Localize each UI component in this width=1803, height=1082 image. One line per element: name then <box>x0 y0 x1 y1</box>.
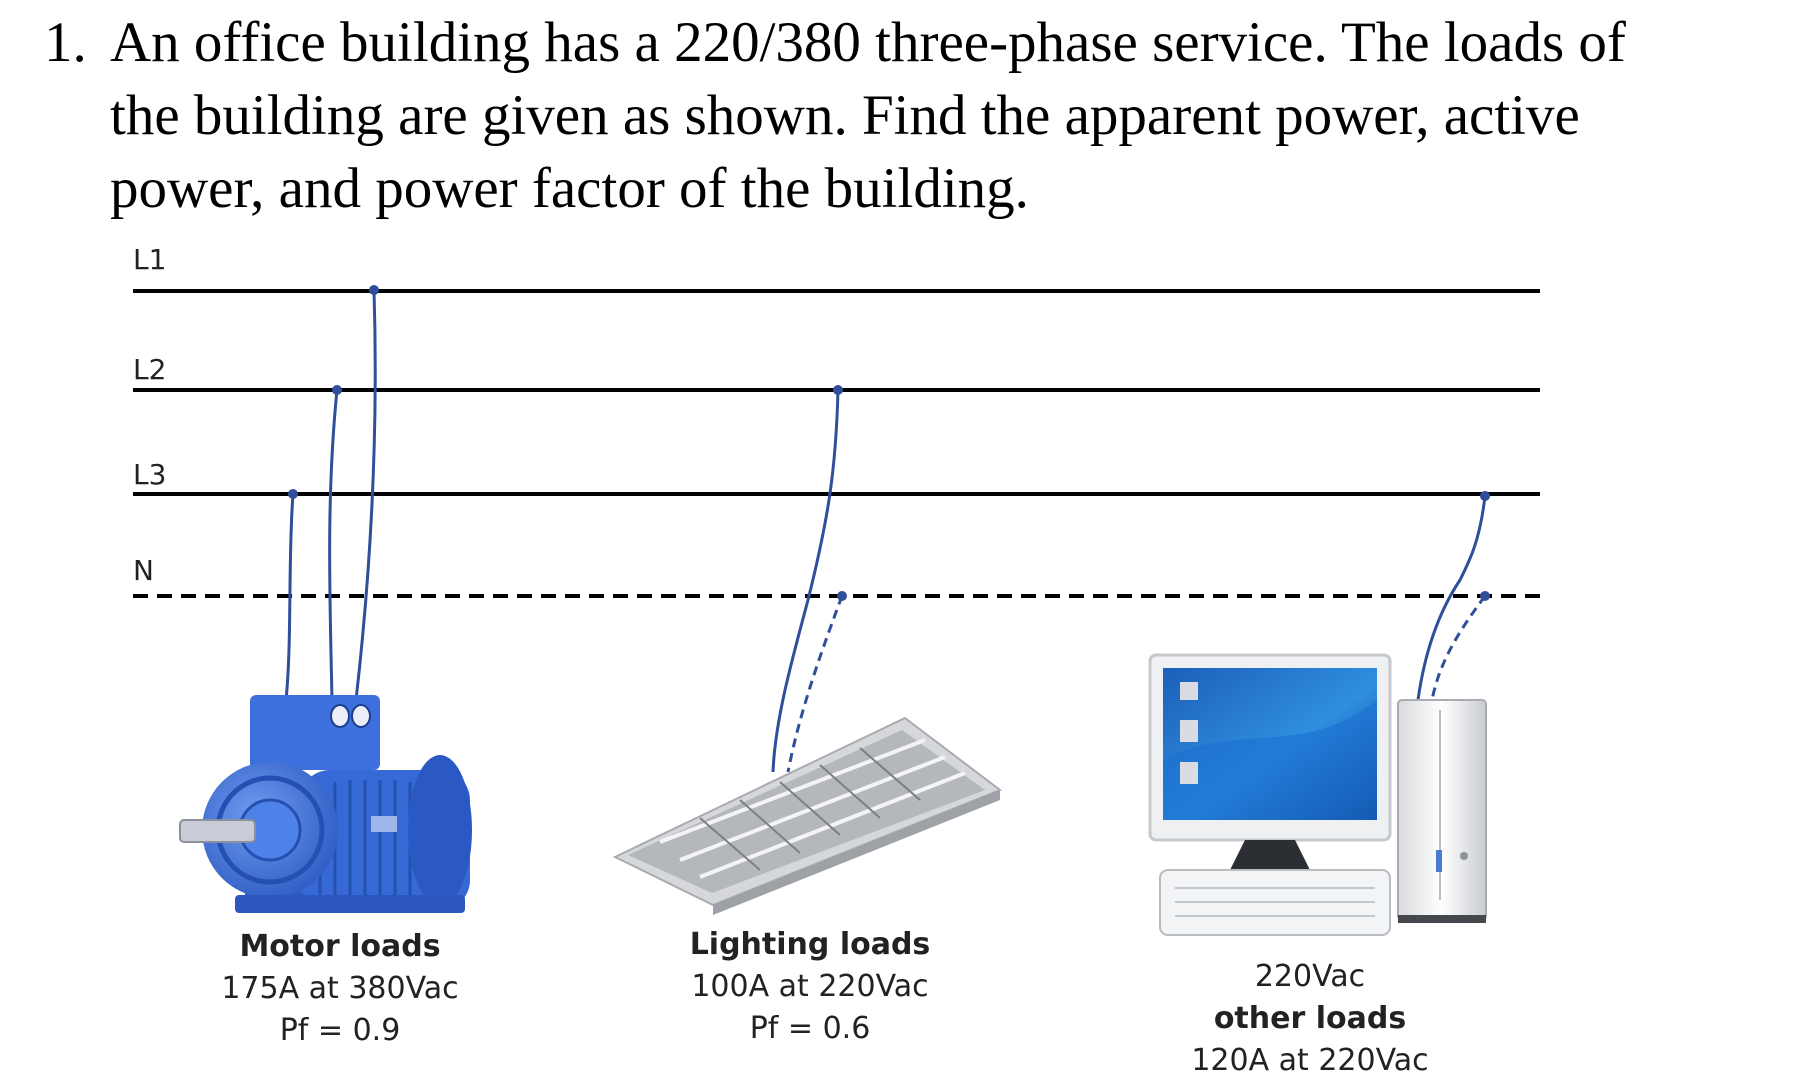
motor-title: Motor loads <box>239 929 441 964</box>
computer-image <box>1150 655 1486 935</box>
node-motor-l1 <box>369 285 379 295</box>
lighting-caption <box>670 924 950 1050</box>
motor-pf: Pf = 0.9 <box>279 1013 401 1048</box>
node-motor-l3 <box>288 489 298 499</box>
node-computer-l3 <box>1480 491 1490 501</box>
bus-label-n: N <box>133 554 154 587</box>
lighting-pf: Pf = 0.6 <box>749 1011 871 1046</box>
motor-image <box>180 695 472 913</box>
node-lighting-n <box>837 591 847 601</box>
other-title: other loads <box>1213 1001 1407 1036</box>
node-computer-n <box>1480 591 1490 601</box>
bus-label-l2: L2 <box>133 353 167 386</box>
motor-caption <box>200 926 480 1052</box>
lighting-rating: 100A at 220Vac <box>691 969 929 1004</box>
node-lighting-l2 <box>833 385 843 395</box>
other-caption <box>1170 956 1450 1082</box>
bus-label-l3: L3 <box>133 458 167 491</box>
question-line-1: An office building has a 220/380 three-phase service. The loads of <box>110 11 1626 74</box>
lighting-title: Lighting loads <box>689 927 931 962</box>
computer-wires <box>1418 496 1485 700</box>
lighting-fixture-image <box>615 718 1000 915</box>
lighting-wires <box>773 390 842 772</box>
question-line-2: the building are given as shown. Find the apparent power, active <box>110 84 1580 147</box>
other-voltage: 220Vac <box>1254 959 1366 994</box>
bus-label-l1: L1 <box>133 243 167 276</box>
node-motor-l2 <box>332 385 342 395</box>
other-rating: 120A at 220Vac <box>1191 1043 1429 1078</box>
question-number: 1. <box>44 11 87 74</box>
motor-rating: 175A at 380Vac <box>221 971 459 1006</box>
question-line-3: power, and power factor of the building. <box>110 157 1029 220</box>
